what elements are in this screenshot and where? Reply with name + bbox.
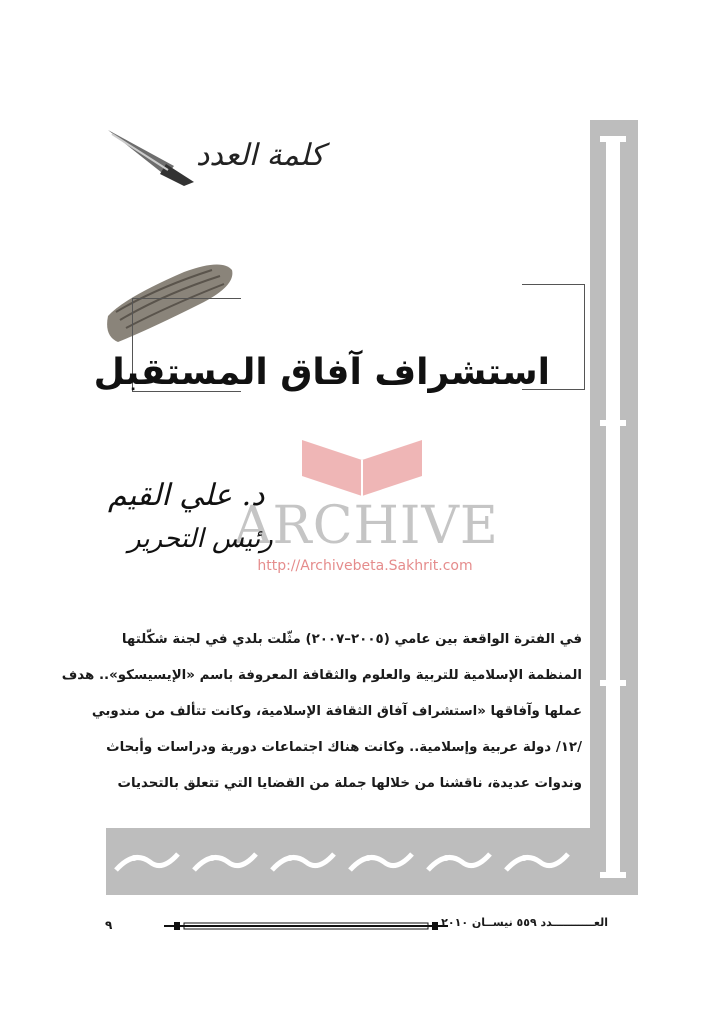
swirl-ornament-icon [426, 846, 492, 876]
footer-rule [164, 920, 448, 932]
body-line: في الفترة الواقعة بين عامي (٢٠٠٥–٢٠٠٧) مثّلت بلدي في لجنة شكّلتها [121, 632, 582, 647]
author-name: د. علي القيم [108, 478, 265, 513]
bottom-ornament-band [106, 828, 592, 895]
swirl-ornament-icon [348, 846, 414, 876]
page-number: ٩ [105, 918, 113, 932]
swirl-ornament-icon [114, 846, 180, 876]
right-decorative-border [590, 120, 638, 895]
author-role: رئيس التحرير [128, 524, 273, 554]
fountain-pen-icon [104, 126, 196, 188]
open-book-watermark-icon [292, 436, 432, 498]
body-line: المنظمة الإسلامية للتربية والعلوم والثقافة المعروفة باسم «الإيسيسكو».. هدف [61, 668, 582, 683]
issue-info: العـــــــــــدد ٥٥٩ نيســان ٢٠١٠ [441, 916, 608, 929]
body-line: /١٢/ دولة عربية وإسلامية.. وكانت هناك اجتماعات دورية ودراسات وأبحاث [106, 740, 582, 755]
swirl-ornament-icon [270, 846, 336, 876]
swirl-ornament-icon [192, 846, 258, 876]
watermark-url: http://Archivebeta.Sakhrit.com [257, 558, 473, 574]
article-body [61, 622, 582, 802]
swirl-ornament-icon [504, 846, 570, 876]
watermark-text: ARCHIVE [234, 496, 499, 556]
body-line: وندوات عديدة، ناقشنا من خلالها جملة من القضايا التي تتعلق بالتحديات [117, 776, 582, 791]
body-line: عملها وآفاقها «استشراف آفاق الثقافة الإسلامية، وكانت تتألف من مندوبي [91, 704, 582, 719]
section-title: كلمة العدد [196, 138, 325, 173]
article-title: استشراف آفاق المستقبل [93, 352, 550, 393]
